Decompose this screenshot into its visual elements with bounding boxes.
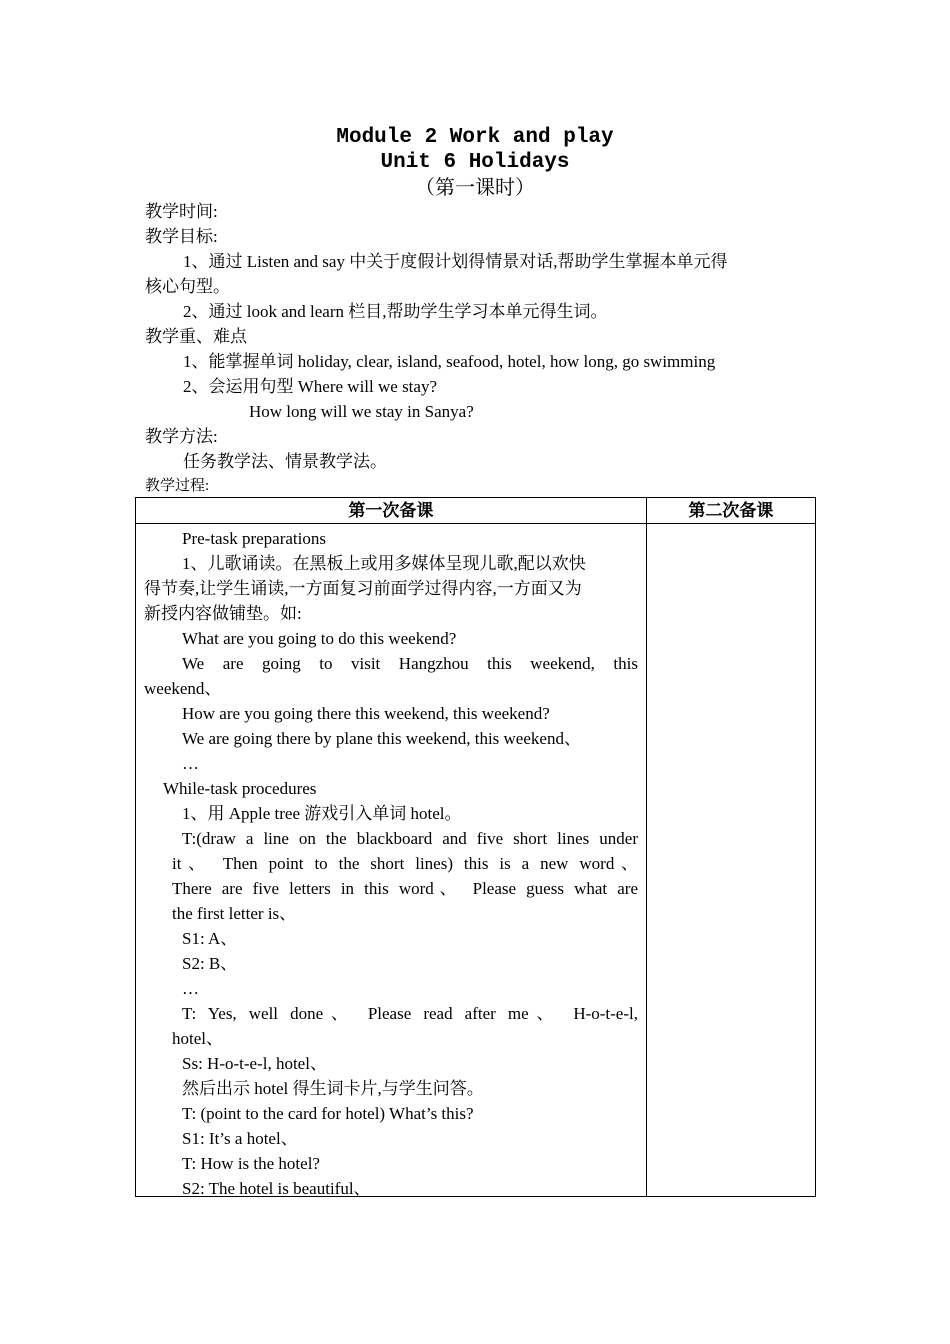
objective-1-line-2: 核心句型。 (145, 277, 230, 296)
table-line: We are going there by plane this weekend, this weekend、 (182, 729, 581, 748)
table-line: 然后出示 hotel 得生词卡片,与学生问答。 (182, 1079, 484, 1098)
objective-2: 2、通过 look and learn 栏目,帮助学生学习本单元得生词。 (183, 302, 608, 321)
table-line: T:(draw a line on the blackboard and five short lines under (182, 829, 638, 848)
key-point-2-continued: How long will we stay in Sanya? (249, 402, 474, 421)
table-line: S1: A、 (182, 929, 238, 948)
table-line: What are you going to do this weekend? (182, 629, 457, 648)
table-line: Ss: H-o-t-e-l, hotel、 (182, 1054, 327, 1073)
table-line: weekend、 (144, 679, 222, 698)
methods-label: 教学方法: (145, 427, 218, 446)
table-line: 得节奏,让学生诵读,一方面复习前面学过得内容,一方面又为 (144, 579, 582, 598)
table-header-row (136, 498, 816, 524)
first-prep-cell (136, 524, 647, 1197)
table-line: it、 Then point to the short lines) this is a new word、 (172, 854, 638, 873)
column-header-second-prep: 第二次备课 (646, 498, 815, 524)
table-body-row (136, 524, 816, 1197)
table-line: the first letter is、 (172, 904, 297, 923)
table-line: T: How is the hotel? (182, 1154, 320, 1173)
objective-1-line-1: 1、通过 Listen and say 中关于度假计划得情景对话,帮助学生掌握本单元得 (183, 252, 728, 271)
table-line: There are five letters in this word、 Please guess what are (172, 879, 638, 898)
table-line: … (182, 979, 199, 998)
table-line: We are going to visit Hangzhou this weekend, this (182, 654, 638, 673)
table-line: S1: It’s a hotel、 (182, 1129, 298, 1148)
table-line: hotel、 (172, 1029, 223, 1048)
process-label: 教学过程: (145, 478, 210, 494)
table-line: T: Yes, well done、 Please read after me、 H-o-t-e-l, (182, 1004, 638, 1023)
objectives-label: 教学目标: (145, 227, 218, 246)
table-line: … (182, 754, 199, 773)
lesson-label: （第一课时） (415, 175, 535, 199)
key-points-label: 教学重、难点 (145, 327, 247, 346)
column-header-first-prep: 第一次备课 (136, 498, 647, 524)
table-line: How are you going there this weekend, this weekend? (182, 704, 550, 723)
unit-title: Unit 6 Holidays (380, 151, 570, 174)
lesson-plan-table (135, 497, 816, 1197)
section-heading: While-task procedures (163, 779, 317, 798)
table-line: T: (point to the card for hotel) What’s this? (182, 1104, 474, 1123)
methods-text: 任务教学法、情景教学法。 (183, 452, 387, 471)
time-label: 教学时间: (145, 202, 218, 221)
table-line: 1、儿歌诵读。在黑板上或用多媒体呈现儿歌,配以欢快 (182, 554, 586, 573)
table-line: 1、用 Apple tree 游戏引入单词 hotel。 (182, 804, 462, 823)
key-point-1: 1、能掌握单词 holiday, clear, island, seafood, hotel, how long, go swimming (183, 352, 716, 371)
table-line: 新授内容做铺垫。如: (144, 604, 302, 623)
module-title: Module 2 Work and play (336, 126, 614, 149)
second-prep-cell (646, 524, 815, 1197)
section-heading: Pre-task preparations (182, 529, 326, 548)
key-point-2: 2、会运用句型 Where will we stay? (183, 377, 437, 396)
table-line: S2: The hotel is beautiful、 (182, 1179, 371, 1198)
table-line: S2: B、 (182, 954, 238, 973)
